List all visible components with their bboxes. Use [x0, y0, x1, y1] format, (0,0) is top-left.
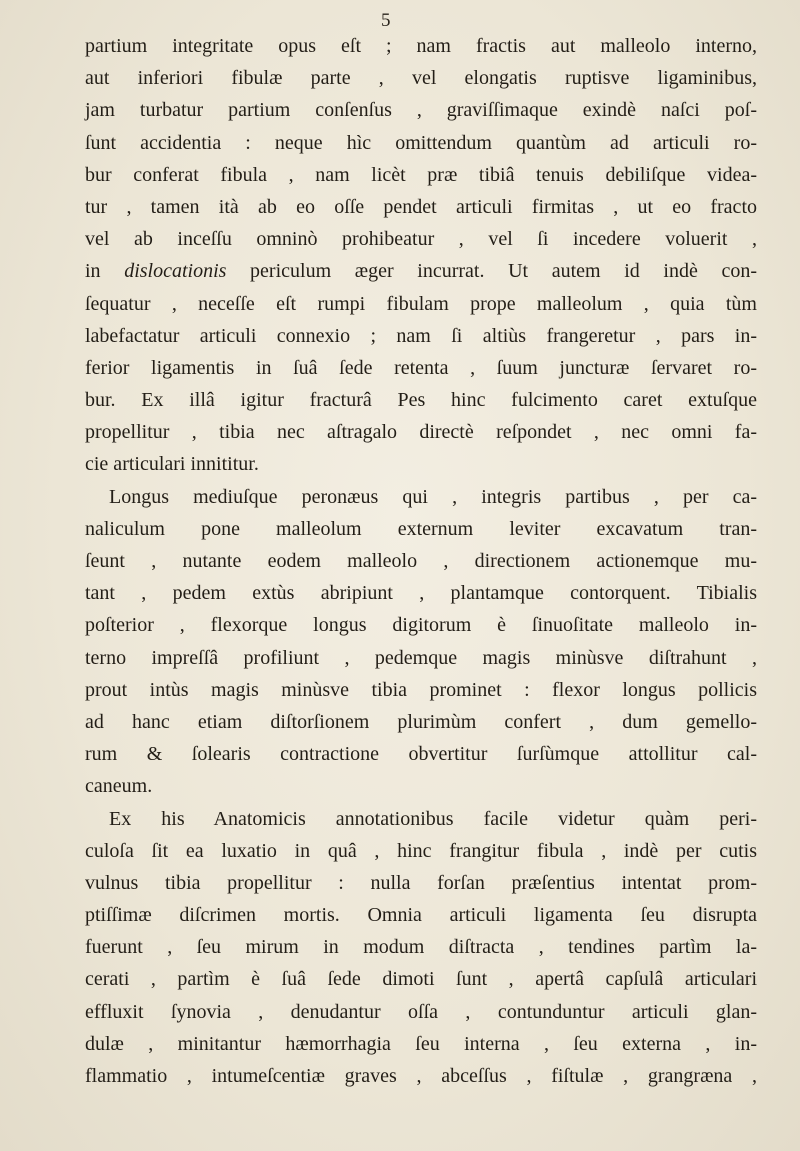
text-line: labefactatur articuli connexio ; nam ſi altiùs frangeretur , pars in-	[85, 324, 757, 347]
text-line: vel ab inceſſu omninò prohibeatur , vel ſi incedere voluerit ,	[85, 228, 757, 251]
paragraph-3	[85, 803, 757, 1093]
text-line: bur conferat fibula , nam licèt præ tibiâ tenuis debiliſque videa-	[85, 163, 757, 186]
text-line: ſeunt , nutante eodem malleolo , directionem actionemque mu-	[85, 550, 757, 572]
text-line: tant , pedem extùs abripiunt , plantamque contorquent. Tibialis	[85, 582, 757, 605]
text-line: ſunt accidentia : neque hìc omittendum quantùm ad articuli ro-	[85, 131, 757, 154]
text-line: propellitur , tibia nec aſtragalo directè reſpondet , nec omni fa-	[85, 421, 757, 444]
text-line: flammatio , intumeſcentiæ graves , abceſſus , fiſtulæ , grangræna ,	[85, 1065, 757, 1087]
text-line: fuerunt , ſeu mirum in modum diſtracta , tendines partìm la-	[85, 936, 757, 959]
text-line: dulæ , minitantur hæmorrhagia ſeu interna , ſeu externa , in-	[85, 1032, 757, 1055]
text-line: rum & ſolearis contractione obvertitur ſurſùmque attollitur cal-	[85, 743, 757, 766]
text-line: effluxit ſynovia , denudantur oſſa , contunduntur articuli glan-	[85, 1000, 757, 1023]
text-line: cie articulari innititur.	[85, 453, 259, 476]
text-line: prout intùs magis minùsve tibia prominet : flexor longus pollicis	[85, 678, 757, 701]
paragraph-2	[85, 481, 757, 803]
text-line: Ex his Anatomicis annotationibus facile videtur quàm peri-	[109, 807, 757, 830]
body-text	[85, 30, 757, 1092]
text-line: terno impreſſâ profiliunt , pedemque magis minùsve diſtrahunt ,	[85, 646, 757, 669]
text-line: jam turbatur partium conſenſus , graviſſimaque exindè naſci poſ-	[85, 99, 757, 122]
text-line: ad hanc etiam diſtorſionem plurimùm confert , dum gemello-	[85, 710, 757, 733]
text-line: poſterior , flexorque longus digitorum è ſinuoſitate malleolo in-	[85, 614, 757, 637]
text-line: tur , tamen ità ab eo oſſe pendet articuli firmitas , ut eo fracto	[85, 195, 757, 218]
text-line: naliculum pone malleolum externum leviter excavatum tran-	[85, 517, 757, 540]
text-line: caneum.	[85, 775, 153, 798]
text-line: ptiſſimæ diſcrimen mortis. Omnia articuli ligamenta ſeu disrupta	[85, 904, 757, 927]
page-number: 5	[381, 10, 391, 31]
text-line: ſequatur , neceſſe eſt rumpi fibulam prope malleolum , quia tùm	[85, 292, 757, 315]
text-line: in dislocationis periculum æger incurrat. Ut autem id indè con-	[85, 260, 757, 283]
text-line: ferior ligamentis in ſuâ ſede retenta , ſuum juncturæ ſervaret ro-	[85, 356, 757, 379]
text-line: cerati , partìm è ſuâ ſede dimoti ſunt , apertâ capſulâ articulari	[85, 968, 757, 991]
text-line: Longus mediuſque peronæus qui , integris partibus , per ca-	[109, 485, 757, 508]
text-line: aut inferiori fibulæ parte , vel elongatis ruptisve ligaminibus,	[85, 67, 757, 90]
text-line: vulnus tibia propellitur : nulla forſan præſentius intentat prom-	[85, 871, 757, 894]
text-line: culoſa ſit ea luxatio in quâ , hinc frangitur fibula , indè per cutis	[85, 839, 757, 862]
text-line: partium integritate opus eſt ; nam fractis aut malleolo interno,	[85, 35, 757, 57]
text-line: bur. Ex illâ igitur fracturâ Pes hinc fulcimento caret extuſque	[85, 389, 757, 412]
paragraph-1	[85, 30, 757, 481]
